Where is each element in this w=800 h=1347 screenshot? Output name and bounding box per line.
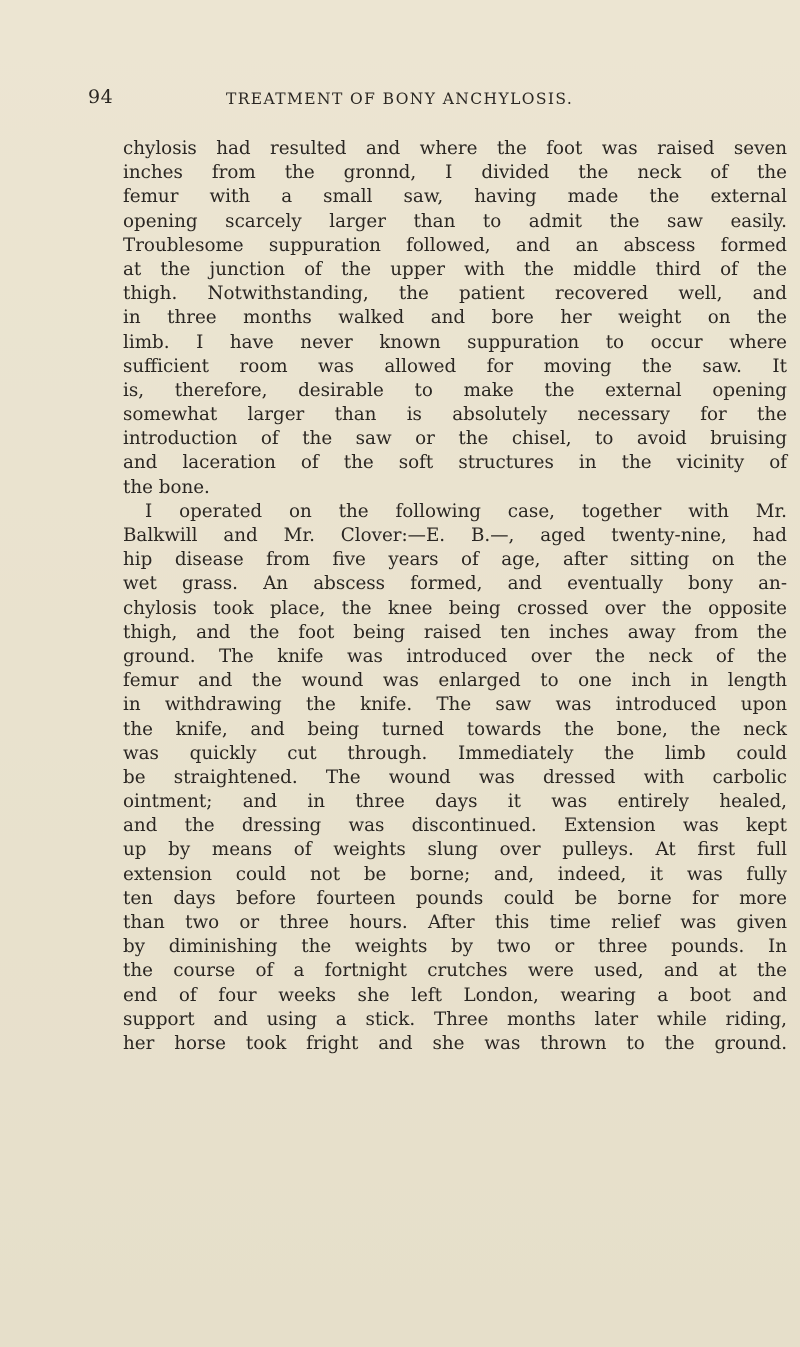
- text-line: extension could not be borne; and, indeed, it was fully: [123, 863, 787, 885]
- text-line: thigh, and the foot being raised ten inches away from the: [123, 621, 787, 643]
- text-line: be straightened. The wound was dressed with carbolic: [123, 766, 787, 788]
- text-line: at the junction of the upper with the middle third of the: [123, 258, 787, 280]
- text-line: and the dressing was discontinued. Extension was kept: [123, 815, 787, 837]
- body-text: [123, 137, 787, 1056]
- text-line: by diminishing the weights by two or three pounds. In: [123, 936, 787, 958]
- text-line: the bone.: [123, 476, 210, 498]
- running-title: TREATMENT OF BONY ANCHYLOSIS.: [226, 90, 574, 108]
- text-line: the knife, and being turned towards the bone, the neck: [123, 718, 787, 740]
- text-line: opening scarcely larger than to admit the saw easily.: [123, 210, 787, 232]
- page-header: [0, 86, 800, 116]
- text-line: in three months walked and bore her weight on the: [123, 307, 787, 329]
- text-line: ten days before fourteen pounds could be borne for more: [123, 887, 787, 909]
- text-line: chylosis had resulted and where the foot was raised seven: [123, 138, 787, 159]
- text-line: end of four weeks she left London, wearing a boot and: [123, 984, 787, 1006]
- text-line: femur with a small saw, having made the external: [123, 186, 787, 208]
- text-line: than two or three hours. After this time relief was given: [123, 912, 787, 933]
- text-line: ointment; and in three days it was entirely healed,: [123, 791, 787, 813]
- text-line: hip disease from five years of age, after sitting on the: [123, 549, 787, 571]
- text-line: wet grass. An abscess formed, and eventually bony an-: [123, 573, 787, 595]
- text-line: inches from the gronnd, I divided the neck of the: [123, 162, 787, 184]
- text-line: was quickly cut through. Immediately the limb could: [123, 742, 787, 764]
- text-line: ground. The knife was introduced over the neck of the: [123, 645, 787, 667]
- text-line: chylosis took place, the knee being crossed over the opposite: [123, 597, 787, 619]
- text-line: limb. I have never known suppuration to occur where: [123, 331, 787, 353]
- text-line: in withdrawing the knife. The saw was introduced upon: [123, 694, 787, 716]
- text-line: thigh. Notwithstanding, the patient recovered well, and: [123, 283, 787, 305]
- text-line: her horse took fright and she was thrown to the ground.: [123, 1032, 787, 1054]
- text-line: somewhat larger than is absolutely necessary for the: [123, 404, 787, 426]
- text-line: femur and the wound was enlarged to one inch in length: [123, 670, 787, 692]
- text-line: sufficient room was allowed for moving the saw. It: [123, 355, 787, 377]
- text-line: support and using a stick. Three months later while riding,: [123, 1008, 787, 1030]
- text-line: the course of a fortnight crutches were used, and at the: [123, 960, 787, 982]
- text-line: introduction of the saw or the chisel, to avoid bruising: [123, 428, 787, 450]
- text-line: and laceration of the soft structures in the vicinity of: [123, 452, 787, 474]
- text-line: Troublesome suppuration followed, and an abscess formed: [123, 234, 787, 256]
- text-line: I operated on the following case, together with Mr.: [145, 500, 787, 522]
- text-line: up by means of weights slung over pulleys. At first full: [123, 839, 787, 861]
- text-line: is, therefore, desirable to make the external opening: [123, 379, 787, 401]
- text-line: Balkwill and Mr. Clover:—E. B.—, aged twenty-nine, had: [123, 525, 787, 546]
- page-number: 94: [88, 86, 114, 108]
